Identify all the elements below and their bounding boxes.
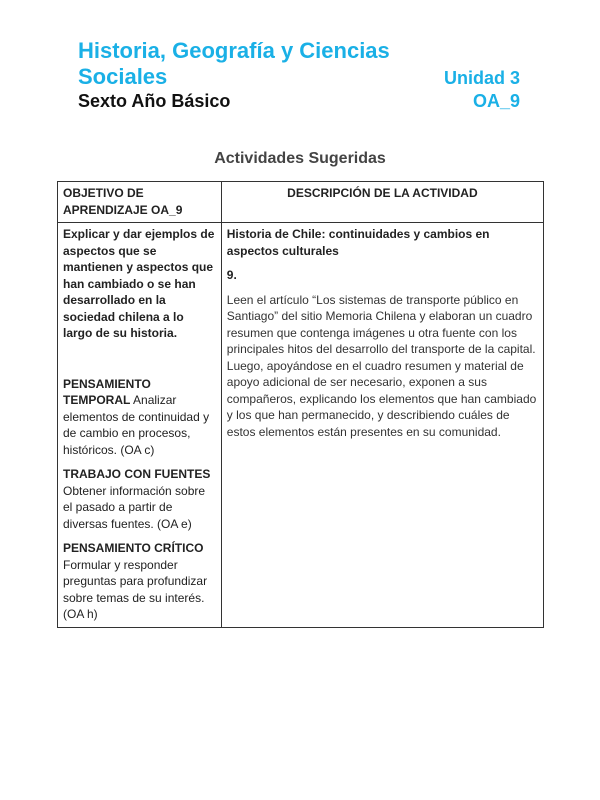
skill-text: Formular y responder preguntas para profundizar sobre temas de su interés. (OA h) <box>63 557 208 621</box>
title-unit-row <box>78 64 522 90</box>
activity-description: Leen el artículo “Los sistemas de transporte público en Santiago” del sitio Memoria Chilena y elaboran un cuadro resumen que contenga imágenes u otra fuente con los principales hitos del desarrollo del transporte de la capital. Luego, apoyándose en el cuadro resumen y material de apoyo adicional de ser necesario, exponen a sus compañeros, explicando los elementos que han cambiado y los que han permanecido, y describiendo cuáles de estos elementos están presentes en su comunidad. <box>226 292 537 439</box>
activity-number: 9. <box>226 268 237 282</box>
activity-cell <box>221 223 543 628</box>
grade-oa-row <box>78 90 522 112</box>
subject-title-line2: Sociales <box>78 64 168 89</box>
objective-text: Explicar y dar ejemplos de aspectos que se mantienen y aspectos que han cambiado o se han desarrollado en la sociedad chilena a lo largo de su historia. <box>63 227 215 340</box>
skill-text: Obtener información sobre el pasado a partir de diversas fuentes. (OA e) <box>63 483 206 531</box>
grade-label: Sexto Año Básico <box>78 91 231 111</box>
skill-text: Analizar elementos de continuidad y de cambio en procesos, históricos. (OA c) <box>63 393 210 457</box>
activities-table <box>57 181 544 628</box>
skill-temporal <box>63 376 216 459</box>
skill-sources <box>63 466 216 532</box>
table-header-row <box>58 182 544 223</box>
activity-title: Historia de Chile: continuidades y cambios en aspectos culturales <box>226 227 490 258</box>
section-title: Actividades Sugeridas <box>214 150 386 167</box>
skill-title: PENSAMIENTO CRÍTICO <box>63 541 204 555</box>
subject-title-line1: Historia, Geografía y Ciencias <box>78 38 390 63</box>
skill-title: TRABAJO CON FUENTES <box>63 467 211 481</box>
unit-label: Unidad 3 <box>443 68 520 88</box>
description-column-header: DESCRIPCIÓN DE LA ACTIVIDAD <box>221 182 543 223</box>
objective-column-header: OBJETIVO DE APRENDIZAJE OA_9 <box>58 182 222 223</box>
skill-title: PENSAMIENTO TEMPORAL <box>63 376 151 407</box>
objective-cell <box>58 223 222 628</box>
table-body-row <box>58 223 544 628</box>
document-header <box>78 38 522 112</box>
skill-critical <box>63 540 216 623</box>
oa-label: OA_9 <box>472 91 520 111</box>
